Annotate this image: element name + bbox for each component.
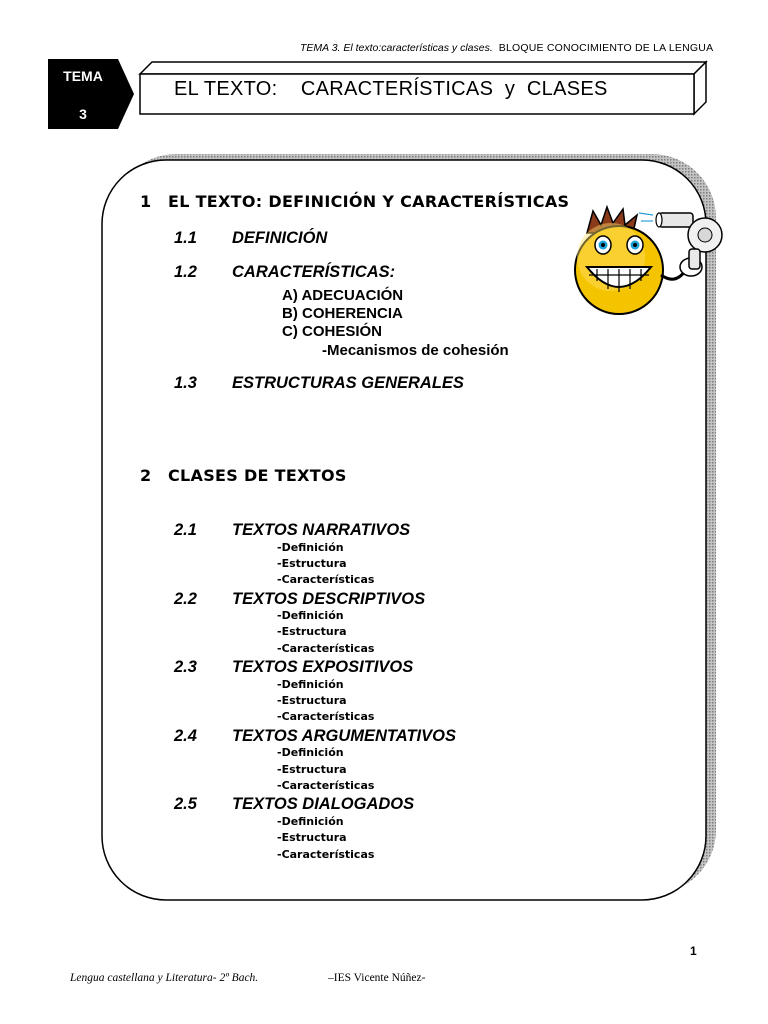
list-item-cohesion: C) COHESIÓN <box>282 323 383 340</box>
bullet-estructura: -Estructura <box>277 694 347 707</box>
subsection-title: TEXTOS DESCRIPTIVOS <box>232 590 426 608</box>
subsection-title: TEXTOS NARRATIVOS <box>232 521 411 539</box>
subsection-number: 2.2 <box>174 590 197 608</box>
bullet-estructura: -Estructura <box>277 763 347 776</box>
header-topic: TEMA 3. El texto:características y clases. <box>300 42 493 54</box>
subsection-number: 2.1 <box>174 521 197 539</box>
bullet-caracteristicas: -Características <box>277 642 375 655</box>
bullet-definicion: -Definición <box>277 815 344 828</box>
subsection-title: TEXTOS ARGUMENTATIVOS <box>232 727 456 745</box>
bullet-estructura: -Estructura <box>277 625 347 638</box>
section-number: 1 <box>140 192 152 211</box>
subsection-title: ESTRUCTURAS GENERALES <box>232 374 464 392</box>
footer-course: Lengua castellana y Literatura- 2º Bach. <box>70 972 259 984</box>
tema-number: 3 <box>79 106 87 122</box>
bullet-caracteristicas: -Características <box>277 779 375 792</box>
list-item-mecanismos: -Mecanismos de cohesión <box>322 342 509 359</box>
page-number: 1 <box>690 944 697 958</box>
page-title: EL TEXTO: CARACTERÍSTICAS y CLASES <box>174 78 608 100</box>
bullet-definicion: -Definición <box>277 678 344 691</box>
tema-word: TEMA <box>63 68 103 84</box>
footer-institution: –IES Vicente Núñez- <box>328 972 426 984</box>
subsection-number: 2.5 <box>174 795 197 813</box>
subsection-number: 2.3 <box>174 658 197 676</box>
bullet-estructura: -Estructura <box>277 557 347 570</box>
list-item-adecuacion: A) ADECUACIÓN <box>282 287 404 304</box>
bullet-estructura: -Estructura <box>277 831 347 844</box>
subsection-number: 1.2 <box>174 263 197 281</box>
subsection-title: TEXTOS DIALOGADOS <box>232 795 415 813</box>
subsection-title: TEXTOS EXPOSITIVOS <box>232 658 414 676</box>
bullet-definicion: -Definición <box>277 541 344 554</box>
bullet-caracteristicas: -Características <box>277 710 375 723</box>
smiley-hairdryer-icon <box>567 205 727 320</box>
footer <box>70 972 426 984</box>
subsection-number: 1.3 <box>174 374 197 392</box>
header-block: BLOQUE CONOCIMIENTO DE LA LENGUA <box>498 42 714 54</box>
bullet-caracteristicas: -Características <box>277 573 375 586</box>
subsection-title: CARACTERÍSTICAS: <box>232 263 396 281</box>
subsection-title: DEFINICIÓN <box>232 229 328 247</box>
section-title: CLASES DE TEXTOS <box>168 466 347 485</box>
bullet-definicion: -Definición <box>277 609 344 622</box>
section-number: 2 <box>140 466 152 485</box>
subsection-number: 1.1 <box>174 229 197 247</box>
bullet-definicion: -Definición <box>277 746 344 759</box>
section-title: EL TEXTO: DEFINICIÓN Y CARACTERÍSTICAS <box>168 192 570 211</box>
bullet-caracteristicas: -Características <box>277 848 375 861</box>
subsection-number: 2.4 <box>174 727 197 745</box>
list-item-coherencia: B) COHERENCIA <box>282 305 403 322</box>
